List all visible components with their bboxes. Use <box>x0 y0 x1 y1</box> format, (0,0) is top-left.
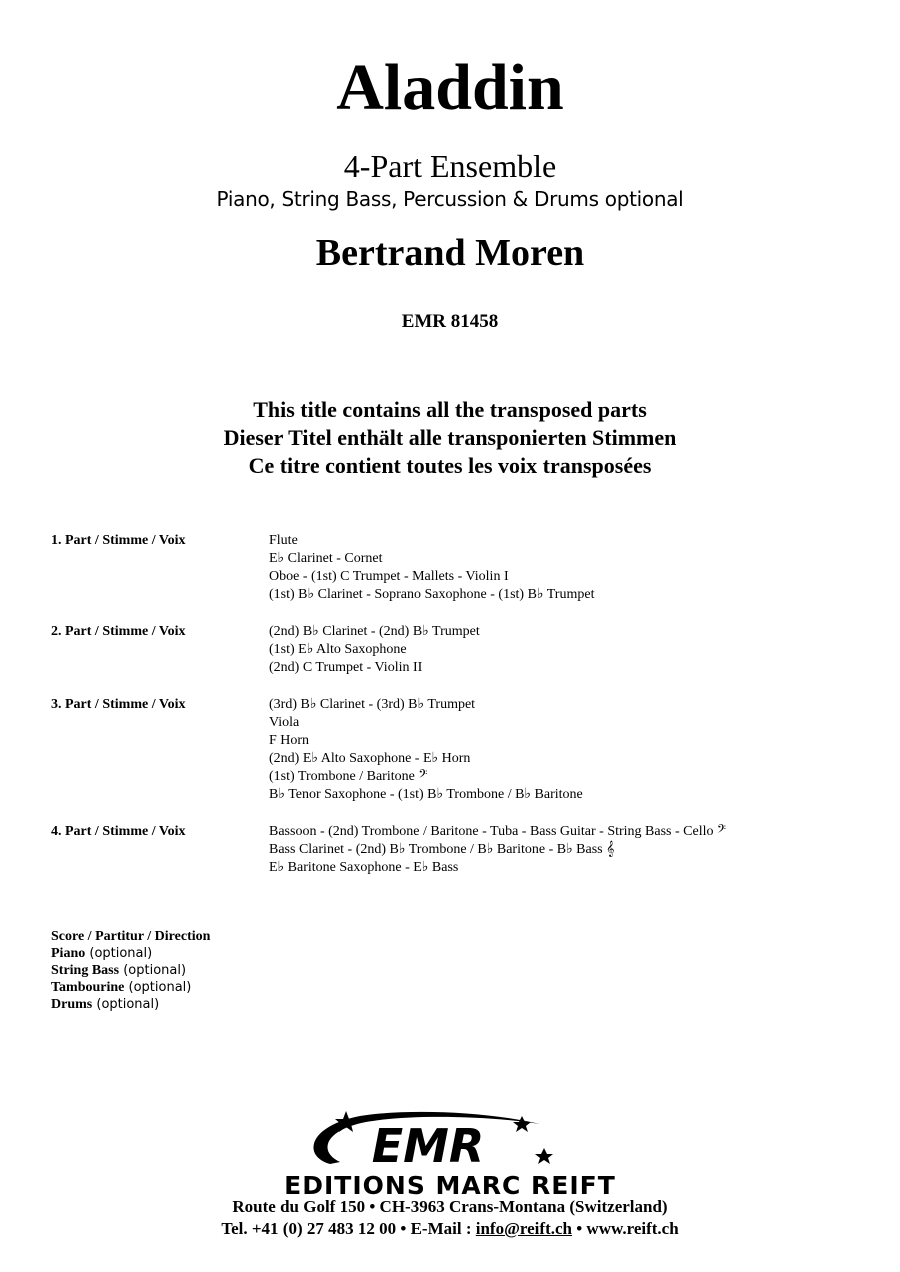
score-list <box>51 928 210 1013</box>
part-label: 1. Part / Stimme / Voix <box>51 533 186 548</box>
score-item-note: (optional) <box>124 980 192 995</box>
part-instruments <box>269 823 726 877</box>
part-label: 2. Part / Stimme / Voix <box>51 624 186 639</box>
score-item-note: (optional) <box>119 963 187 978</box>
instrument-line: B♭ Tenor Saxophone - (1st) B♭ Trombone / B♭ Baritone <box>269 787 583 802</box>
parts-list <box>51 532 871 896</box>
notice-french: Ce titre contient toutes les voix transposées <box>248 453 652 478</box>
score-item-note: (optional) <box>85 946 153 961</box>
instrument-line: (2nd) E♭ Alto Saxophone - E♭ Horn <box>269 751 471 766</box>
part-4 <box>51 823 871 877</box>
catalog-number: EMR 81458 <box>401 311 499 332</box>
part-3 <box>51 696 871 804</box>
instrument-line: (3rd) B♭ Clarinet - (3rd) B♭ Trumpet <box>269 697 476 712</box>
instrument-line: E♭ Clarinet - Cornet <box>269 551 383 566</box>
composer: Bertrand Moren <box>315 232 585 274</box>
score-item <box>51 996 210 1013</box>
instrument-line: Viola <box>269 715 300 730</box>
part-instruments <box>269 623 480 677</box>
notice-english: This title contains all the transposed parts <box>253 397 647 422</box>
score-item <box>51 979 210 996</box>
score-item-name: Drums <box>51 997 93 1012</box>
instrument-line: E♭ Baritone Saxophone - E♭ Bass <box>269 860 459 875</box>
emr-logo <box>300 1108 562 1172</box>
part-1 <box>51 532 871 604</box>
part-instruments <box>269 696 583 804</box>
instrument-line: (1st) Trombone / Baritone 𝄢 <box>269 769 428 784</box>
title: Aladdin <box>336 51 564 124</box>
score-item-name: Piano <box>51 946 86 961</box>
part-2 <box>51 623 871 677</box>
score-heading: Score / Partitur / Direction <box>51 929 211 944</box>
telephone: Tel. +41 (0) 27 483 12 00 • E-Mail : <box>221 1219 476 1238</box>
publisher-name: EDITIONS MARC REIFT <box>284 1171 616 1200</box>
subtitle: 4-Part Ensemble <box>343 148 557 184</box>
instrument-line: Bassoon - (2nd) Trombone / Baritone - Tuba - Bass Guitar - String Bass - Cello 𝄢 <box>269 824 726 839</box>
part-instruments <box>269 532 594 604</box>
instrument-line: F Horn <box>269 733 310 748</box>
score-item-note: (optional) <box>92 997 160 1012</box>
instrumentation: Piano, String Bass, Percussion & Drums optional <box>216 187 684 211</box>
score-item <box>51 945 210 962</box>
publisher-contact <box>0 1219 900 1239</box>
instrument-line: (1st) B♭ Clarinet - Soprano Saxophone - (1st) B♭ Trumpet <box>269 587 595 602</box>
score-item <box>51 962 210 979</box>
notice-german: Dieser Titel enthält alle transponierten Stimmen <box>223 425 677 450</box>
publisher-address: Route du Golf 150 • CH-3963 Crans-Montana (Switzerland) <box>232 1197 668 1216</box>
instrument-line: (2nd) B♭ Clarinet - (2nd) B♭ Trumpet <box>269 624 480 639</box>
instrument-line: (2nd) C Trumpet - Violin II <box>269 660 423 675</box>
logo-text: EMR <box>371 1119 485 1172</box>
transposed-parts-notice <box>0 396 900 480</box>
part-label: 3. Part / Stimme / Voix <box>51 697 186 712</box>
website: • www.reift.ch <box>571 1219 679 1238</box>
instrument-line: (1st) E♭ Alto Saxophone <box>269 642 407 657</box>
email-link[interactable]: info@reift.ch <box>475 1219 572 1238</box>
instrument-line: Oboe - (1st) C Trumpet - Mallets - Violin I <box>269 569 509 584</box>
score-item-name: String Bass <box>51 963 120 978</box>
part-label: 4. Part / Stimme / Voix <box>51 824 186 839</box>
instrument-line: Flute <box>269 533 298 548</box>
instrument-line: Bass Clarinet - (2nd) B♭ Trombone / B♭ Baritone - B♭ Bass 𝄞 <box>269 842 615 857</box>
score-item-name: Tambourine <box>51 980 125 995</box>
